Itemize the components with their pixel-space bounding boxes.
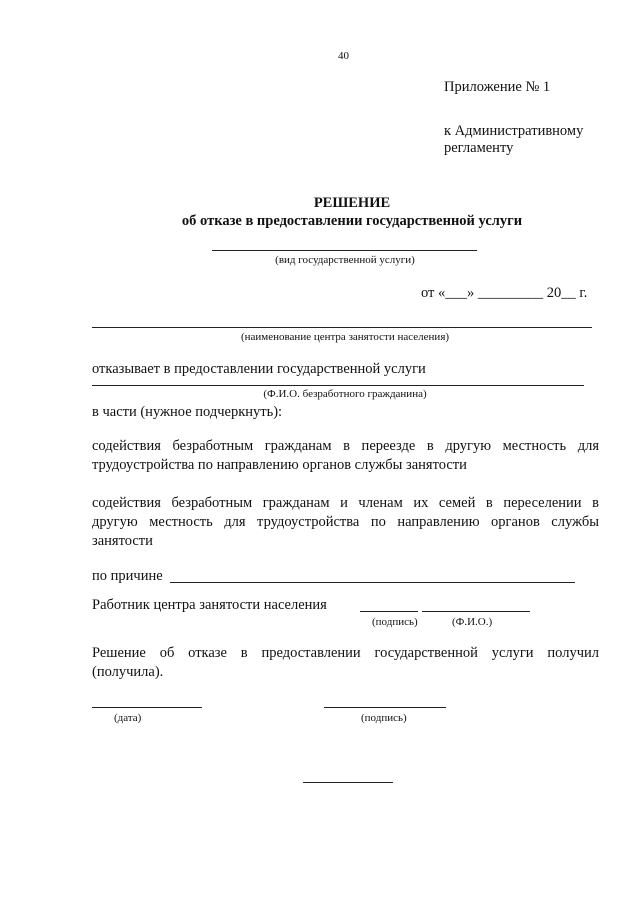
appendix-to-line2: регламенту [444, 140, 514, 156]
received-statement [92, 644, 599, 682]
date-month-blank: _________ [477, 285, 544, 301]
page-number: 40 [338, 50, 349, 62]
service-type-caption: (вид государственной услуги) [275, 254, 415, 266]
end-divider [303, 782, 393, 783]
option2-line1: содействия безработным гражданам и членам их семей в переселении в [92, 495, 599, 511]
reason-label: по причине [92, 568, 163, 584]
refuses-text: отказывает в предоставлении государственной услуги [92, 361, 426, 377]
center-name-line [92, 327, 592, 328]
in-part-text: в части (нужное подчеркнуть): [92, 404, 283, 420]
appendix-to-line1: к Административному [444, 123, 584, 139]
option1-line1: содействия безработным гражданам в переезде в другую местность для [92, 438, 599, 454]
worker-signature-caption: (подпись) [372, 616, 418, 628]
citizen-caption: (Ф.И.О. безработного гражданина) [263, 388, 427, 400]
option-resettlement [92, 494, 599, 551]
received-line1: Решение об отказе в предоставлении государственной услуги получил [92, 645, 599, 661]
decision-title: РЕШЕНИЕ [313, 195, 391, 211]
date-signature-line [92, 707, 202, 708]
date-year-blank: __ [561, 285, 576, 301]
date-caption: (дата) [114, 712, 142, 724]
date-suffix: г. [579, 285, 588, 301]
service-type-line [212, 250, 477, 251]
option2-line3: занятости [92, 533, 153, 549]
date-line [421, 285, 587, 302]
worker-fio-caption: (Ф.И.О.) [452, 616, 493, 628]
center-caption: (наименование центра занятости населения) [240, 331, 450, 343]
received-line2: (получила). [92, 664, 164, 680]
reason-line [170, 582, 575, 583]
recipient-signature-caption: (подпись) [361, 712, 407, 724]
option-relocation [92, 437, 599, 475]
option2-line2: другую местность для трудоустройства по направлению органов службы [92, 514, 599, 530]
date-mid: » [467, 285, 475, 301]
option1-line2: трудоустройства по направлению органов службы занятости [92, 457, 467, 473]
decision-subtitle: об отказе в предоставлении государственной услуги [181, 213, 523, 229]
worker-fio-line [422, 611, 530, 612]
worker-signature-line [360, 611, 418, 612]
recipient-signature-line [324, 707, 446, 708]
appendix-title: Приложение № 1 [444, 79, 551, 95]
worker-label: Работник центра занятости населения [92, 597, 327, 613]
citizen-name-line [92, 385, 584, 386]
date-year-prefix: 20 [546, 285, 562, 301]
date-day-blank: ___ [445, 285, 468, 301]
date-prefix: от « [421, 285, 446, 301]
